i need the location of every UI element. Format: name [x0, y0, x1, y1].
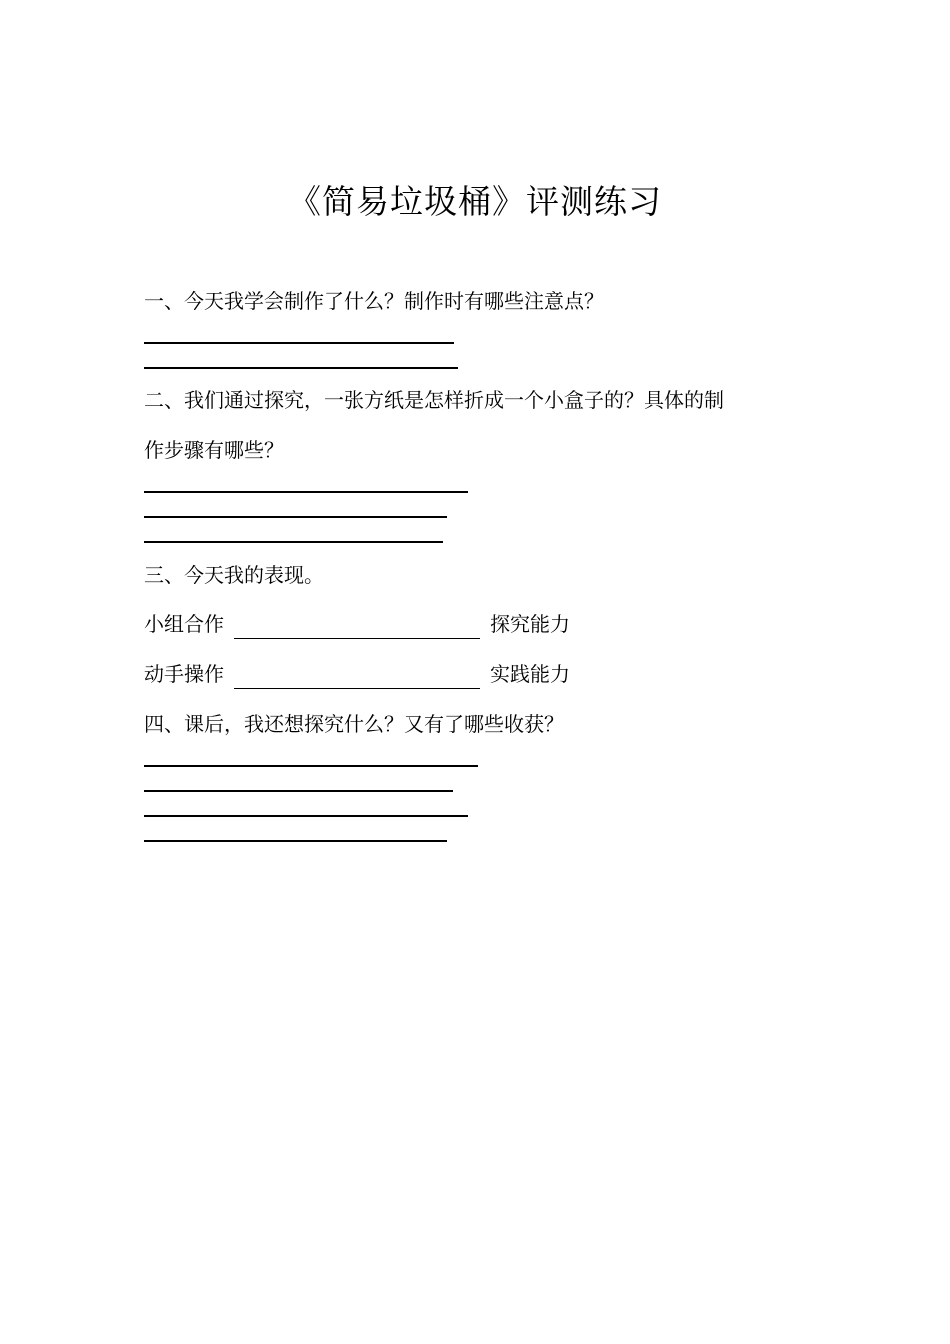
answer-line [144, 790, 453, 792]
answer-line [144, 367, 458, 369]
answer-line [144, 765, 478, 767]
question-4-text: 四、课后，我还想探究什么？又有了哪些收获？ [144, 712, 564, 736]
answer-line [144, 840, 447, 842]
row-ability: 实践能力 [490, 662, 570, 686]
row-ability: 探究能力 [490, 612, 570, 636]
question-2-text-line-1: 二、我们通过探究，一张方纸是怎样折成一个小盒子的？具体的制 [144, 388, 724, 412]
fill-in-blank[interactable] [234, 616, 480, 639]
question-3-text: 三、今天我的表现。 [144, 563, 324, 587]
self-evaluation-row [144, 609, 570, 639]
question-2-text-line-2: 作步骤有哪些？ [144, 438, 284, 462]
answer-line [144, 815, 468, 817]
question-1-text: 一、今天我学会制作了什么？制作时有哪些注意点？ [144, 289, 604, 313]
fill-in-blank[interactable] [234, 666, 480, 689]
answer-line [144, 342, 454, 344]
answer-line [144, 541, 443, 543]
worksheet-title: 《简易垃圾桶》评测练习 [288, 182, 662, 221]
self-evaluation-row [144, 659, 570, 689]
row-label: 动手操作 [144, 662, 224, 686]
row-label: 小组合作 [144, 612, 224, 636]
answer-line [144, 516, 447, 518]
answer-line [144, 491, 468, 493]
